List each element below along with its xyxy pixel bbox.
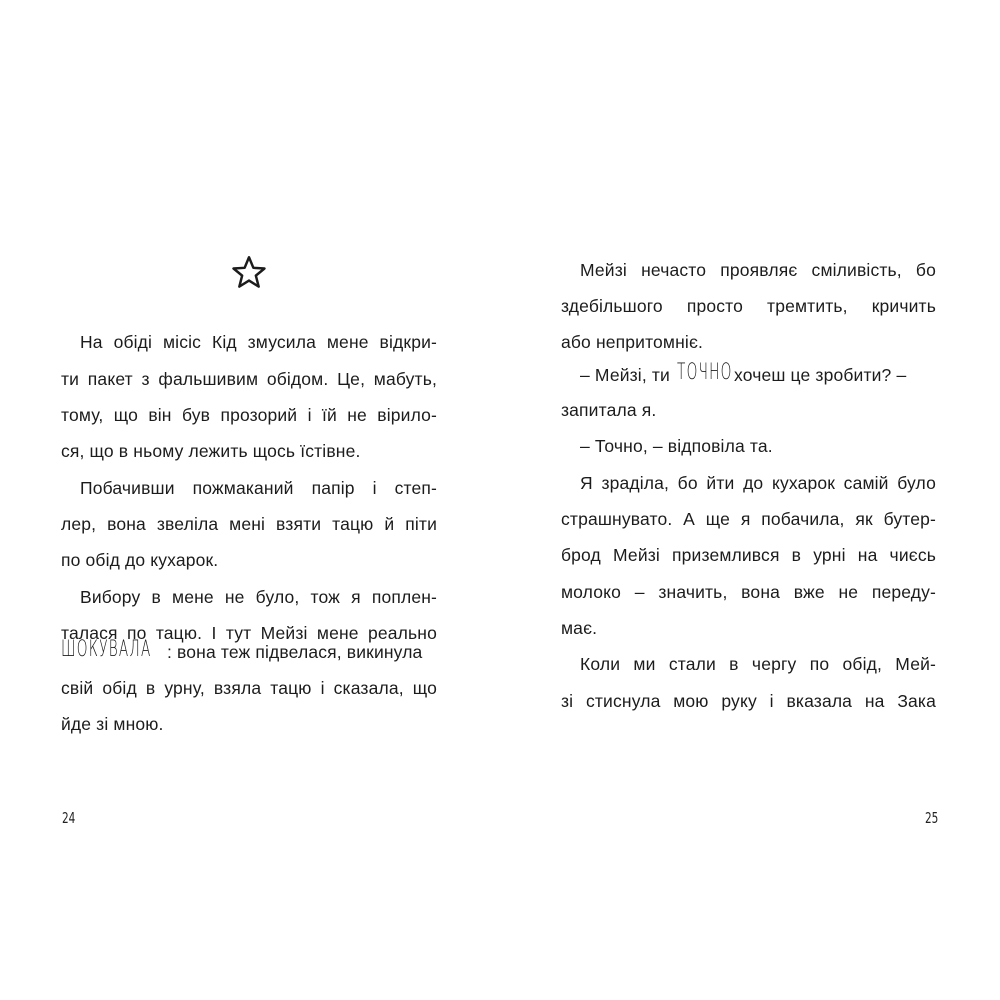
paragraph-line-emphasis (561, 355, 936, 395)
paragraph-line: йде зі мною. (61, 714, 164, 734)
paragraph-line: Вибору в мене не було, тож я поплен- (80, 587, 437, 607)
star-icon (230, 253, 268, 291)
paragraph-line: по обід до кухарок. (61, 550, 219, 570)
emphasis-word: ТОЧНО (676, 360, 733, 385)
paragraph-line: брод Мейзі приземлився в урні на чиєсь (561, 545, 936, 565)
paragraph-line: лер, вона звеліла мені взяти тацю й піти (61, 514, 437, 534)
page-number: 25 (925, 809, 939, 827)
paragraph-line: або непритомніє. (561, 332, 704, 352)
emphasis-word: ШОКУВАЛА (61, 637, 152, 662)
paragraph-line: – Точно, – відповіла та. (580, 436, 773, 456)
paragraph-line: Я зраділа, бо йти до кухарок самій було (580, 473, 936, 493)
paragraph-line-emphasis (61, 632, 437, 672)
paragraph-line: ти пакет з фальшивим обідом. Це, мабуть, (61, 369, 437, 389)
paragraph-line: страшнувато. А ще я побачила, як бутер- (561, 509, 936, 529)
page-number: 24 (62, 809, 76, 827)
paragraph-line: молоко – значить, вона вже не переду- (561, 582, 936, 602)
paragraph-line: тому, що він був прозорий і їй не вірило- (61, 405, 437, 425)
paragraph-line: має. (561, 618, 598, 638)
paragraph-line: Мейзі нечасто проявляє сміливість, бо (580, 260, 936, 280)
paragraph-line: здебільшого просто тремтить, кричить (561, 296, 936, 316)
paragraph-line: зі стиснула мою руку і вказала на Зака (561, 691, 936, 711)
line-start: – Мейзі, ти (580, 365, 670, 385)
line-rest: : вона теж підвелася, викинула (167, 642, 423, 662)
paragraph-line: запитала я. (561, 400, 657, 420)
paragraph-line: Коли ми стали в чергу по обід, Мей- (580, 654, 936, 674)
paragraph-line: талася по тацю. І тут Мейзі мене реально (61, 623, 437, 643)
line-rest: хочеш це зробити? – (734, 365, 907, 385)
paragraph-line: Побачивши пожмаканий папір і степ- (80, 478, 437, 498)
paragraph-line: свій обід в урну, взяла тацю і сказала, що (61, 678, 437, 698)
paragraph-line: На обіді місіс Кід змусила мене відкри- (80, 332, 437, 352)
paragraph-line: ся, що в ньому лежить щось їстівне. (61, 441, 361, 461)
